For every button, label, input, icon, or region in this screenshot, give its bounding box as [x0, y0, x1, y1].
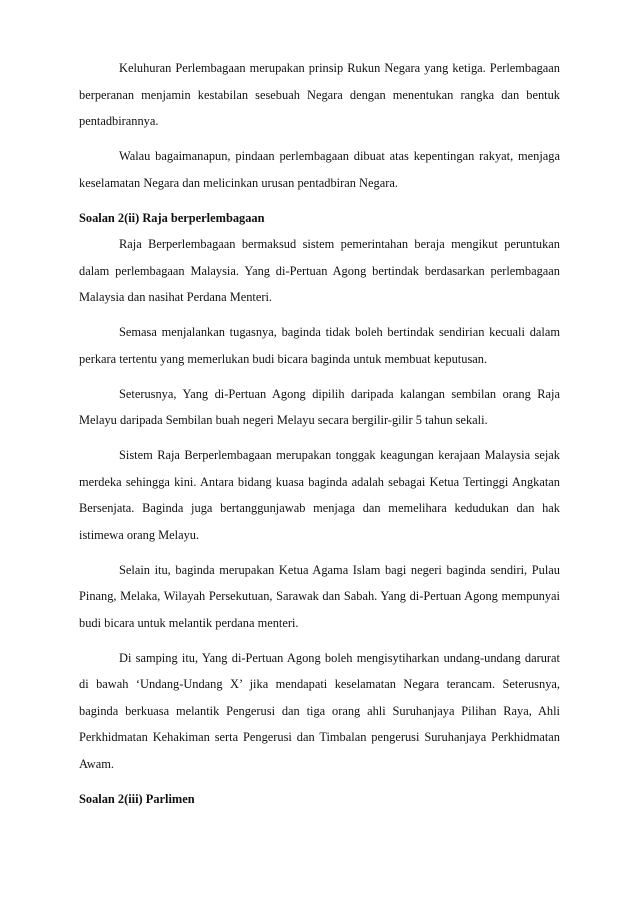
intro-paragraph-2: Walau bagaimanapun, pindaan perlembagaan dibuat atas kepentingan rakyat, menjaga keselamatan Negara dan melicinkan urusan pentadbiran Negara. — [79, 149, 560, 190]
raja-paragraph-2: Semasa menjalankan tugasnya, baginda tidak boleh bertindak sendirian kecuali dalam perkara tertentu yang memerlukan budi bicara baginda untuk membuat keputusan. — [79, 325, 560, 366]
intro-paragraph-1: Keluhuran Perlembagaan merupakan prinsip Rukun Negara yang ketiga. Perlembagaan berperanan menjamin kestabilan sesebuah Negara dengan menentukan rangka dan bentuk pentadbirannya. — [79, 61, 560, 128]
document-body — [79, 55, 560, 812]
raja-paragraph-6: Di samping itu, Yang di-Pertuan Agong boleh mengisytiharkan undang-undang darurat di bawah ‘Undang-Undang X’ jika mendapati keselamatan Negara terancam. Seterusnya, baginda berkuasa melantik Pengerusi dan tiga orang ahli Suruhanjaya Pilihan Raya, Ahli Perkhidmatan Kehakiman serta Pengerusi dan Timbalan pengerusi Suruhanjaya Perkhidmatan Awam. — [79, 650, 560, 771]
raja-paragraph-1: Raja Berperlembagaan bermaksud sistem pemerintahan beraja mengikut peruntukan dalam perlembagaan Malaysia. Yang di-Pertuan Agong bertindak berdasarkan perlembagaan Malaysia dan nasihat Perdana Menteri. — [79, 237, 560, 304]
raja-paragraph-4: Sistem Raja Berperlembagaan merupakan tonggak keagungan kerajaan Malaysia sejak merdeka sehingga kini. Antara bidang kuasa baginda adalah sebagai Ketua Tertinggi Angkatan Bersenjata. Baginda juga bertanggunjawab menjaga dan memelihara kedudukan dan hak istimewa orang Melayu. — [79, 448, 560, 542]
raja-paragraph-5: Selain itu, baginda merupakan Ketua Agama Islam bagi negeri baginda sendiri, Pulau Pinang, Melaka, Wilayah Persekutuan, Sarawak dan Sabah. Yang di-Pertuan Agong mempunyai budi bicara untuk melantik perdana menteri. — [79, 562, 560, 630]
section-heading-parlimen: Soalan 2(iii) Parlimen — [79, 791, 195, 806]
section-heading-raja: Soalan 2(ii) Raja berperlembagaan — [79, 210, 265, 225]
raja-paragraph-3: Seterusnya, Yang di-Pertuan Agong dipilih daripada kalangan sembilan orang Raja Melayu daripada Sembilan buah negeri Melayu secara bergilir-gilir 5 tahun sekali. — [79, 386, 560, 427]
